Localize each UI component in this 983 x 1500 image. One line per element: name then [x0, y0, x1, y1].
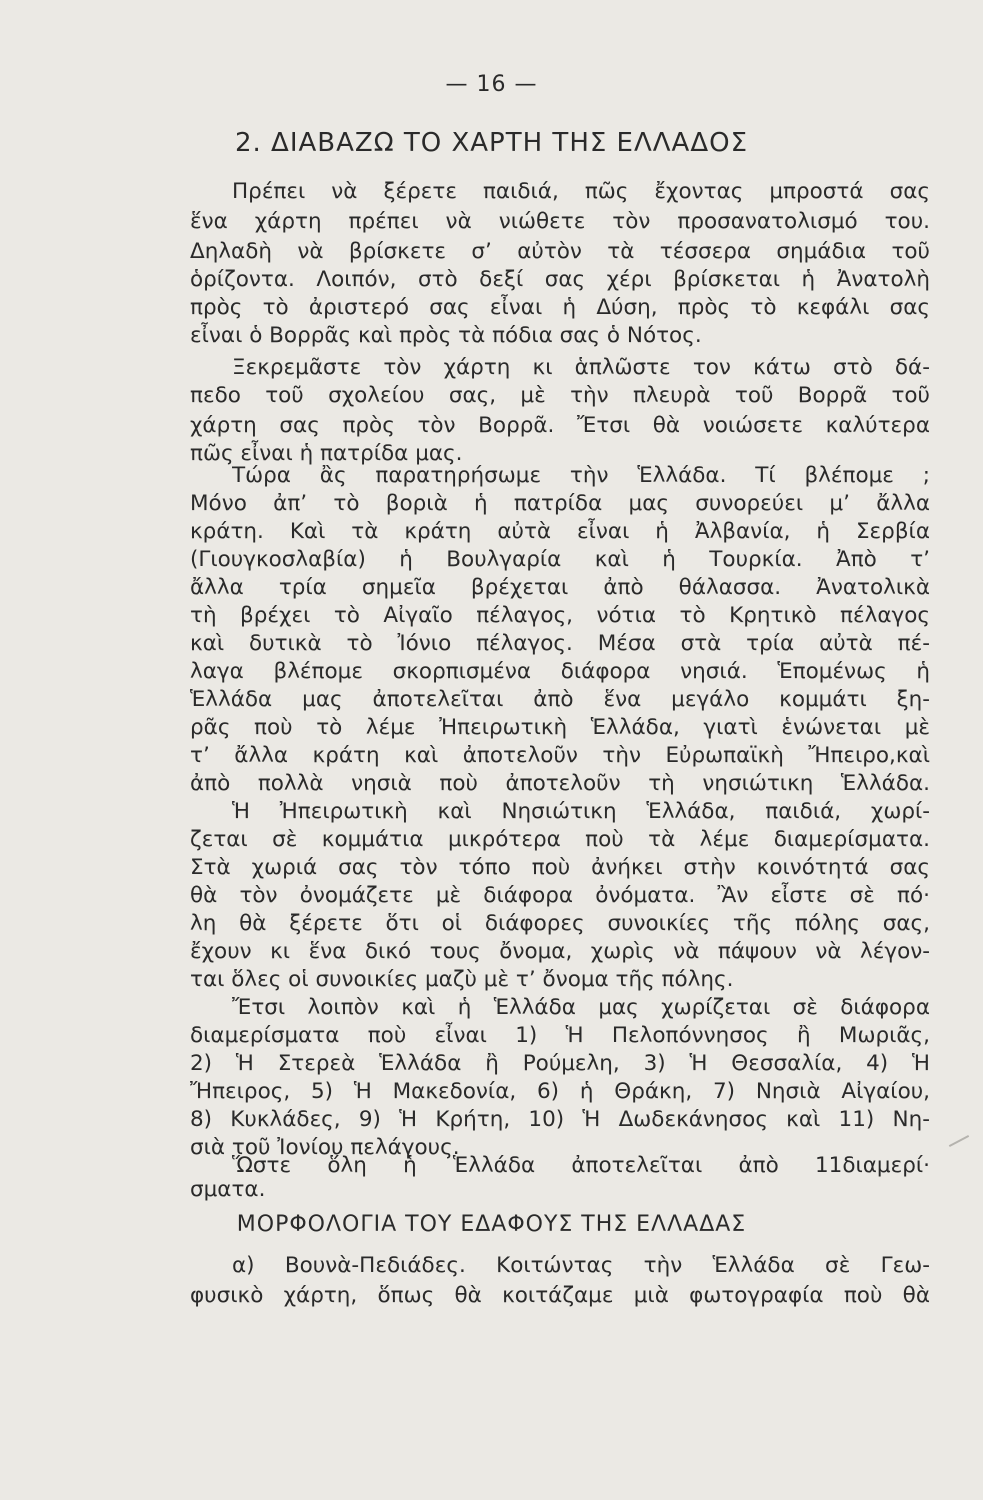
text-line: τὴ βρέχει τὸ Αἰγαῖο πέλαγος, νότια τὸ Κρητικὸ πέλαγος — [190, 603, 930, 628]
text-line: ζεται σὲ κομμάτια μικρότερα ποὺ τὰ λέμε διαμερίσματα. — [190, 827, 930, 852]
text-line: Ὥστε ὅλη ἡ Ἑλλάδα ἀποτελεῖται ἀπὸ 11διαμερί· — [232, 1153, 930, 1178]
text-line: πρὸς τὸ ἀριστερό σας εἶναι ἡ Δύση, πρὸς τὸ κεφάλι σας — [190, 295, 930, 320]
text-line: σματα. — [190, 1177, 266, 1202]
text-line: κράτη. Καὶ τὰ κράτη αὐτὰ εἶναι ἡ Ἀλβανία, ἡ Σερβία — [190, 519, 930, 544]
text-line: Στὰ χωριά σας τὸν τόπο ποὺ ἀνήκει στὴν κοινότητά σας — [190, 855, 930, 880]
text-line: τ’ ἄλλα κράτη καὶ ἀποτελοῦν τὴν Εὐρωπαϊκὴ Ἤπειρο,καὶ — [190, 743, 930, 768]
text-line: Πρέπει νὰ ξέρετε παιδιά, πῶς ἔχοντας μπροστά σας — [232, 179, 930, 204]
text-line: πῶς εἶναι ἡ πατρίδα μας. — [190, 441, 463, 466]
section-title: 2. ΔΙΑΒΑΖΩ ΤΟ ΧΑΡΤΗ ΤΗΣ ΕΛΛΑΔΟΣ — [234, 128, 749, 158]
text-line: α) Βουνὰ-Πεδιάδες. Κοιτώντας τὴν Ἑλλάδα σὲ Γεω- — [232, 1253, 930, 1278]
text-line: 8) Κυκλάδες, 9) Ἡ Κρήτη, 10) Ἡ Δωδεκάνησος καὶ 11) Νη- — [190, 1107, 930, 1132]
text-line: καὶ δυτικὰ τὸ Ἰόνιο πέλαγος. Μέσα στὰ τρία αὐτὰ πέ- — [190, 631, 930, 656]
text-line: ὁρίζοντα. Λοιπόν, στὸ δεξί σας χέρι βρίσκεται ἡ Ἀνατολὴ — [190, 267, 930, 292]
text-line: διαμερίσματα ποὺ εἶναι 1) Ἡ Πελοπόννησος ἢ Μωριᾶς, — [190, 1023, 930, 1048]
text-line: ἄλλα τρία σημεῖα βρέχεται ἀπὸ θάλασσα. Ἀνατολικὰ — [190, 575, 930, 600]
text-line: Ξεκρεμᾶστε τὸν χάρτη κι ἁπλῶστε τον κάτω στὸ δά- — [232, 355, 930, 380]
text-line: ἔχουν κι ἕνα δικό τους ὄνομα, χωρὶς νὰ πάψουν νὰ λέγον- — [190, 939, 930, 964]
text-line: Ἡ Ἠπειρωτικὴ καὶ Νησιώτικη Ἑλλάδα, παιδιά, χωρί- — [232, 799, 930, 824]
text-line: θὰ τὸν ὀνομάζετε μὲ διάφορα ὀνόματα. Ἂν εἶστε σὲ πό· — [190, 883, 930, 908]
text-line: χάρτη σας πρὸς τὸν Βορρᾶ. Ἔτσι θὰ νοιώσετε καλύτερα — [190, 413, 930, 438]
text-line: Δηλαδὴ νὰ βρίσκετε σ’ αὐτὸν τὰ τέσσερα σημάδια τοῦ — [190, 239, 930, 264]
subheading: ΜΟΡΦΟΛΟΓΙΑ ΤΟΥ ΕΔΑΦΟΥΣ ΤΗΣ ΕΛΛΑΔΑΣ — [236, 1212, 747, 1237]
page-number: — 16 — — [445, 72, 538, 97]
text-line: Ἔτσι λοιπὸν καὶ ἡ Ἑλλάδα μας χωρίζεται σὲ διάφορα — [232, 995, 930, 1020]
text-line: ται ὅλες οἱ συνοικίες μαζὺ μὲ τ’ ὄνομα τῆς πόλης. — [190, 967, 734, 992]
text-line: ἀπὸ πολλὰ νησιὰ ποὺ ἀποτελοῦν τὴ νησιώτικη Ἑλλάδα. — [190, 771, 930, 796]
text-line: Τώρα ἂς παρατηρήσωμε τὴν Ἑλλάδα. Τί βλέπομε ; — [232, 463, 930, 488]
text-line: ἕνα χάρτη πρέπει νὰ νιώθετε τὸν προσανατολισμό του. — [190, 209, 930, 234]
text-line: ρᾶς ποὺ τὸ λέμε Ἠπειρωτικὴ Ἑλλάδα, γιατὶ ἑνώνεται μὲ — [190, 715, 930, 740]
text-line: Ἑλλάδα μας ἀποτελεῖται ἀπὸ ἕνα μεγάλο κομμάτι ξη- — [190, 687, 930, 712]
text-line: Ἤπειρος, 5) Ἡ Μακεδονία, 6) ἡ Θράκη, 7) Νησιὰ Αἰγαίου, — [190, 1079, 930, 1104]
text-line: εἶναι ὁ Βορρᾶς καὶ πρὸς τὰ πόδια σας ὁ Νότος. — [190, 323, 702, 348]
text-line: σιὰ τοῦ Ἰονίου πελάγους. — [190, 1135, 460, 1160]
text-line: (Γιουγκοσλαβία) ἡ Βουλγαρία καὶ ἡ Τουρκία. Ἀπὸ τ’ — [190, 547, 930, 572]
text-line: λη θὰ ξέρετε ὅτι οἱ διάφορες συνοικίες τῆς πόλης σας, — [190, 911, 930, 936]
pen-mark — [949, 1135, 969, 1147]
text-line: λαγα βλέπομε σκορπισμένα διάφορα νησιά. Ἑπομένως ἡ — [190, 659, 930, 684]
text-line: 2) Ἡ Στερεὰ Ἑλλάδα ἢ Ρούμελη, 3) Ἡ Θεσσαλία, 4) Ἡ — [190, 1051, 930, 1076]
text-line: Μόνο ἀπ’ τὸ βοριὰ ἡ πατρίδα μας συνορεύει μ’ ἄλλα — [190, 491, 930, 516]
text-line: πεδο τοῦ σχολείου σας, μὲ τὴν πλευρὰ τοῦ Βορρᾶ τοῦ — [190, 383, 930, 408]
text-line: φυσικὸ χάρτη, ὅπως θὰ κοιτάζαμε μιὰ φωτογραφία ποὺ θὰ — [190, 1283, 930, 1308]
